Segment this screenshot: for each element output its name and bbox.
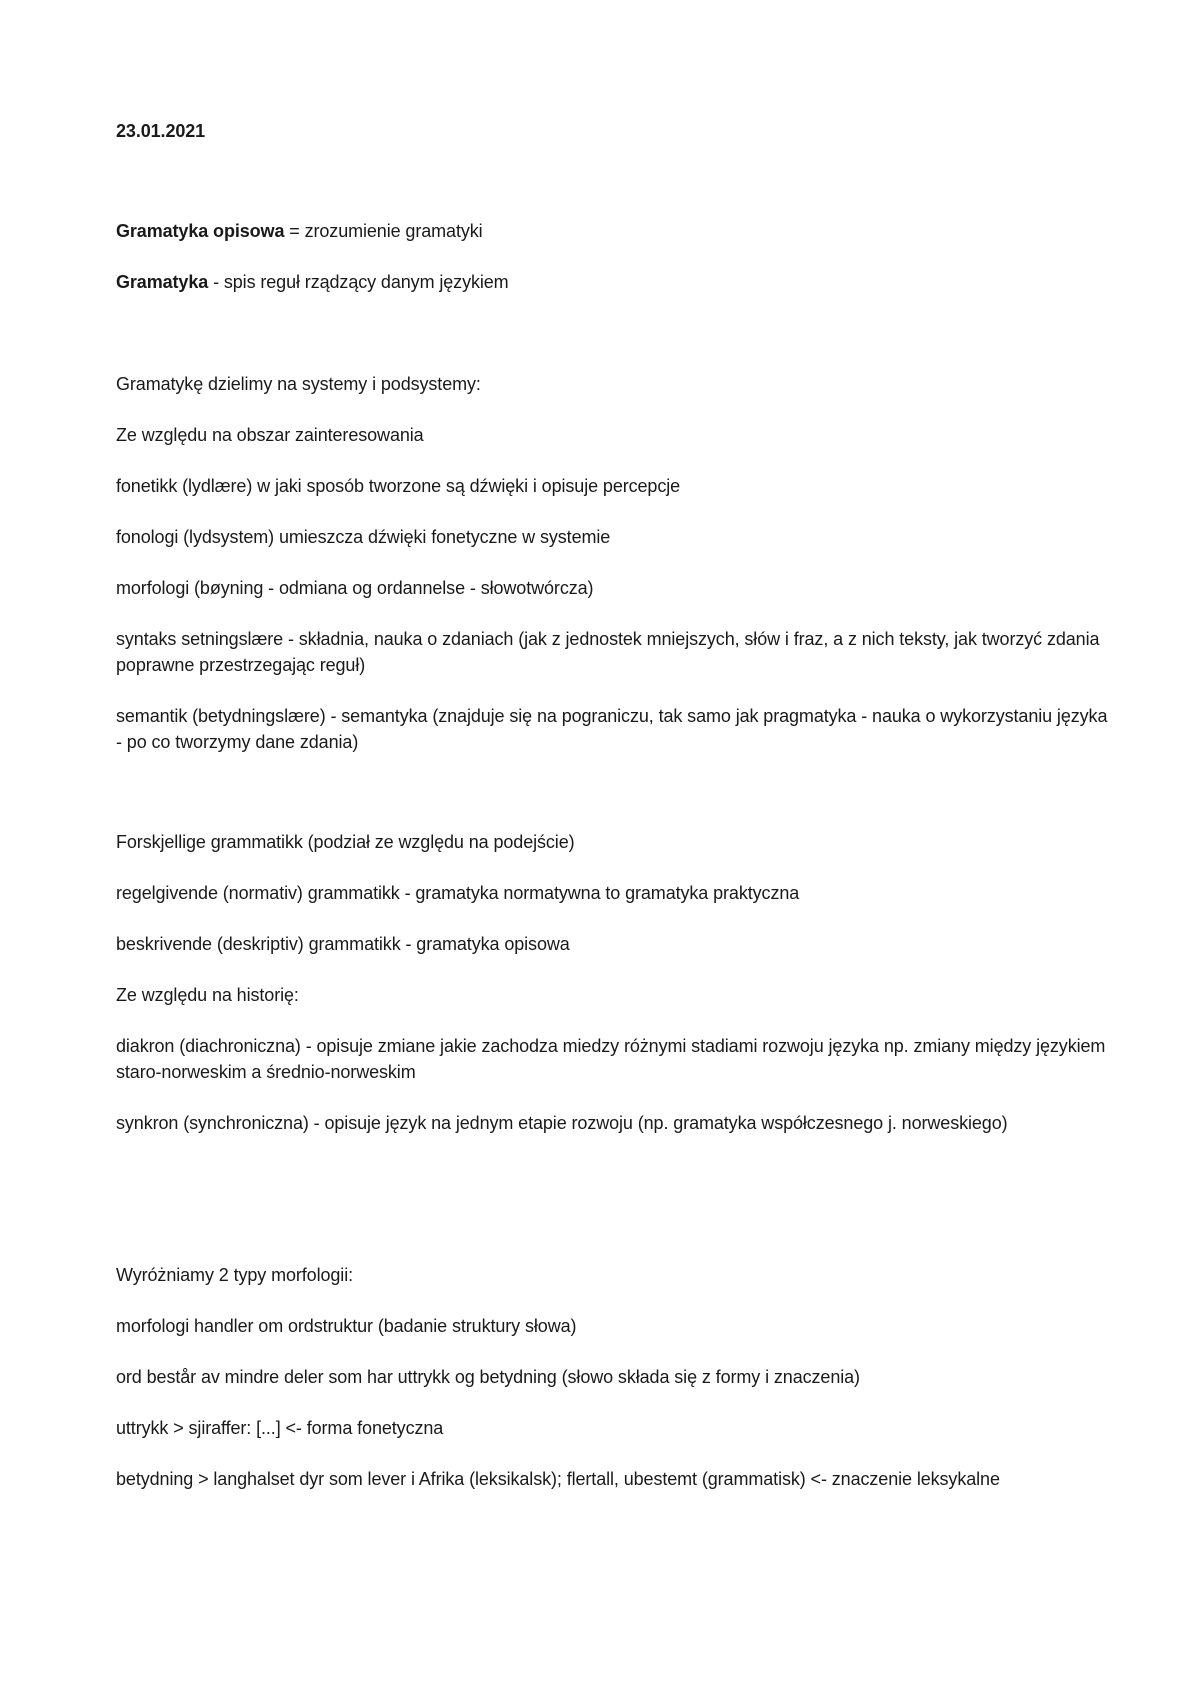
- list-item-word-structure: morfologi handler om ordstruktur (badanie struktury słowa): [116, 1316, 577, 1336]
- list-item-diachronic: diakron (diachroniczna) - opisuje zmiane jakie zachodza miedzy różnymi stadiami rozwoju języka np. zmiany między językiem staro-norweskim a średnio-norweskim: [116, 1036, 1106, 1082]
- list-item-morphology: morfologi (bøyning - odmiana og ordannelse - słowotwórcza): [116, 578, 594, 598]
- definition-text: - spis reguł rządzący danym językiem: [208, 272, 509, 292]
- list-item-word-parts: ord består av mindre deler som har uttrykk og betydning (słowo składa się z formy i znaczenia): [116, 1367, 860, 1387]
- list-item-phonetics: fonetikk (lydlære) w jaki sposób tworzone są dźwięki i opisuje percepcje: [116, 476, 681, 496]
- list-item-synchronic: synkron (synchroniczna) - opisuje język na jednym etapie rozwoju (np. gramatyka współczesnego j. norweskiego): [116, 1113, 1008, 1133]
- definition-term: Gramatyka: [116, 272, 209, 292]
- list-item-descriptive: beskrivende (deskriptiv) grammatikk - gramatyka opisowa: [116, 934, 570, 954]
- section-systems-intro: Gramatykę dzielimy na systemy i podsystemy:: [116, 374, 481, 394]
- list-item-phonology: fonologi (lydsystem) umieszcza dźwięki fonetyczne w systemie: [116, 527, 611, 547]
- section-morphology-intro: Wyróżniamy 2 typy morfologii:: [116, 1265, 354, 1285]
- section-approaches-intro: Forskjellige grammatikk (podział ze względu na podejście): [116, 832, 575, 852]
- list-item-normative: regelgivende (normativ) grammatikk - gramatyka normatywna to gramatyka praktyczna: [116, 883, 800, 903]
- definition-descriptive-grammar: [116, 218, 1116, 244]
- list-item-meaning: betydning > langhalset dyr som lever i Afrika (leksikalsk); flertall, ubestemt (grammatisk) <- znaczenie leksykalne: [116, 1469, 1000, 1489]
- definition-grammar: [116, 269, 1116, 295]
- list-item-semantics: semantik (betydningslære) - semantyka (znajduje się na pograniczu, tak samo jak pragmatyka - nauka o wykorzystaniu języka - po co tworzymy dane zdania): [116, 706, 1108, 752]
- list-item-expression: uttrykk > sjiraffer: [...] <- forma fonetyczna: [116, 1418, 444, 1438]
- section-systems-subheading: Ze względu na obszar zainteresowania: [116, 425, 424, 445]
- note-date: 23.01.2021: [116, 121, 206, 141]
- definition-term: Gramatyka opisowa: [116, 221, 285, 241]
- section-history-subheading: Ze względu na historię:: [116, 985, 299, 1005]
- definition-text: = zrozumienie gramatyki: [284, 221, 483, 241]
- document-content: [116, 118, 1116, 1517]
- list-item-syntax: syntaks setningslære - składnia, nauka o zdaniach (jak z jednostek mniejszych, słów i fraz, a z nich teksty, jak tworzyć zdania poprawne przestrzegając reguł): [116, 629, 1100, 675]
